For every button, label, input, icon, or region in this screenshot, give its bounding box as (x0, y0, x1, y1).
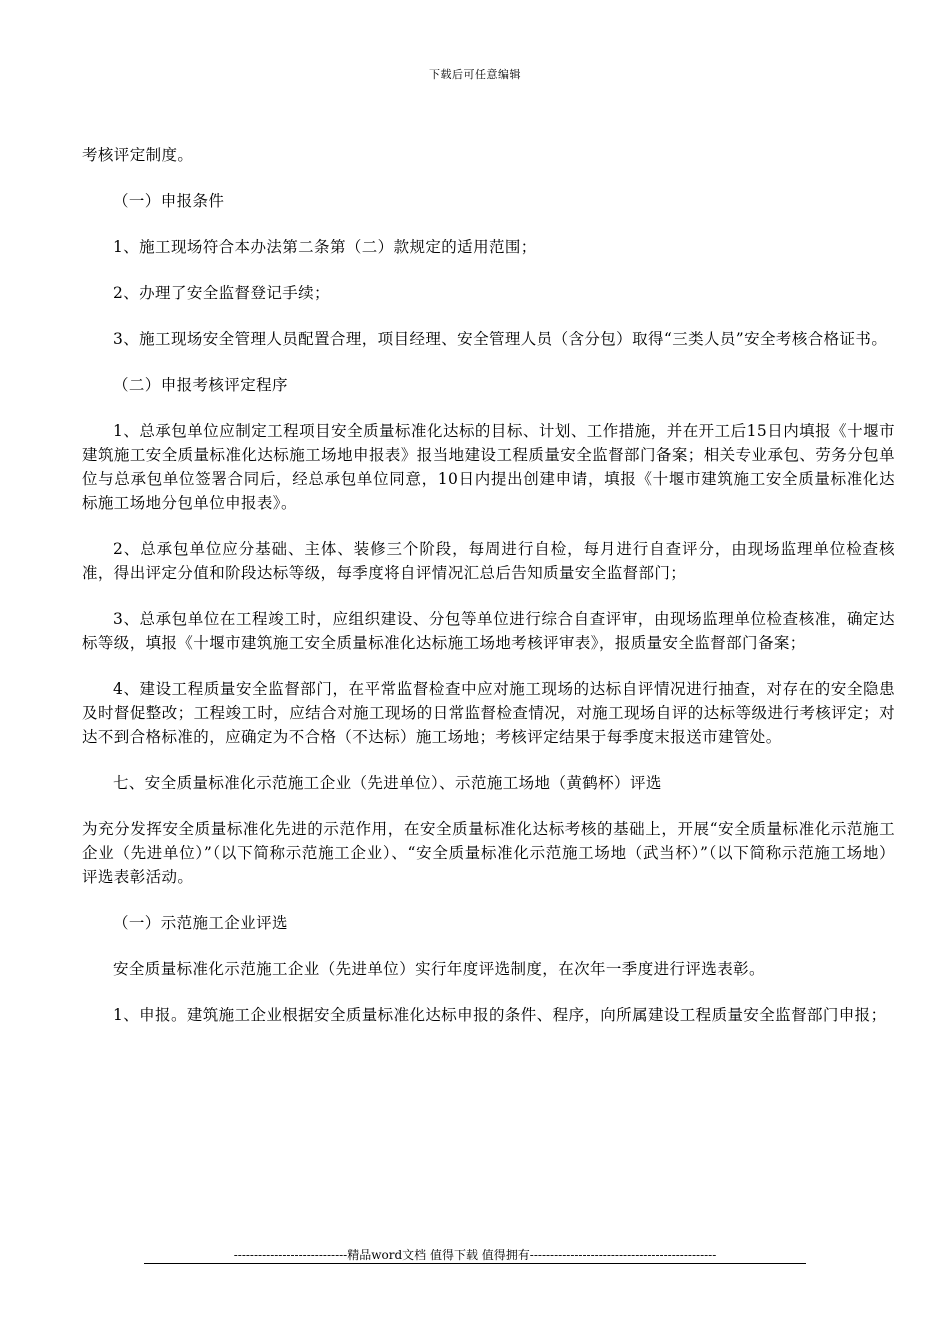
paragraph: 3、总承包单位在工程竣工时，应组织建设、分包等单位进行综合自查评审，由现场监理单位检查核准，确定达标等级，填报《十堰市建筑施工安全质量标准化达标施工场地考核评审表》，报质量安全监督部门备案； (82, 610, 895, 652)
section-heading: （一）申报条件 (113, 192, 225, 210)
paragraph: 2、总承包单位应分基础、主体、装修三个阶段，每周进行自检，每月进行自查评分，由现场监理单位检查核准，得出评定分值和阶段达标等级，每季度将自评情况汇总后告知质量安全监督部门； (82, 540, 895, 582)
section-heading: 七、安全质量标准化示范施工企业（先进单位）、示范施工场地（黄鹤杯）评选 (113, 774, 662, 792)
paragraph: 安全质量标准化示范施工企业（先进单位）实行年度评选制度，在次年一季度进行评选表彰。 (113, 960, 765, 978)
paragraph: 4、建设工程质量安全监督部门，在平常监督检查中应对施工现场的达标自评情况进行抽查，对存在的安全隐患及时督促整改；工程竣工时，应结合对施工现场的日常监督检查情况，对施工现场自评的达标等级进行考核评定；对达不到合格标准的，应确定为不合格（不达标）施工场地；考核评定结果于每季度末报送市建管处。 (82, 680, 895, 746)
section-heading: （二）申报考核评定程序 (113, 376, 288, 394)
section-heading: （一）示范施工企业评选 (113, 914, 288, 932)
document-body (82, 143, 895, 1049)
paragraph: 1、申报。建筑施工企业根据安全质量标准化达标申报的条件、程序，向所属建设工程质量安全监督部门申报； (113, 1006, 887, 1024)
paragraph: 3、施工现场安全管理人员配置合理，项目经理、安全管理人员（含分包）取得“三类人员”安全考核合格证书。 (113, 330, 888, 348)
page-footer: ----------------------------精品word文档 值得下载 值得拥有---------------------------------------------- (233, 1248, 717, 1262)
paragraph: 2、办理了安全监督登记手续； (113, 284, 330, 302)
page-header: 下载后可任意编辑 (429, 68, 521, 81)
paragraph: 1、总承包单位应制定工程项目安全质量标准化达标的目标、计划、工作措施，并在开工后15日内填报《十堰市建筑施工安全质量标准化达标施工场地申报表》报当地建设工程质量安全监督部门备案；相关专业承包、劳务分包单位与总承包单位签署合同后，经总承包单位同意，10日内提出创建申请，填报《十堰市建筑施工安全质量标准化达标施工场地分包单位申报表》。 (82, 422, 895, 512)
paragraph: 考核评定制度。 (82, 146, 194, 164)
paragraph: 为充分发挥安全质量标准化先进的示范作用，在安全质量标准化达标考核的基础上，开展“安全质量标准化示范施工企业（先进单位）”（以下简称示范施工企业）、“安全质量标准化示范施工场地（武当杯）”（以下简称示范施工场地）评选表彰活动。 (82, 820, 895, 886)
footer-divider (144, 1263, 806, 1264)
paragraph: 1、施工现场符合本办法第二条第（二）款规定的适用范围； (113, 238, 537, 256)
